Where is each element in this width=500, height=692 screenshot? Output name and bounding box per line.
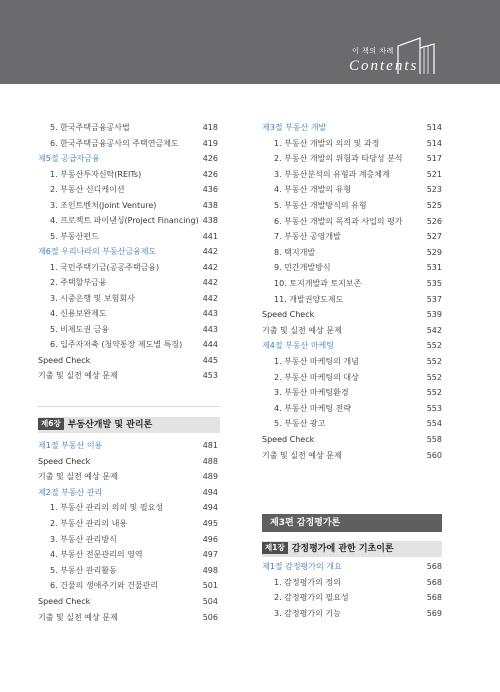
toc-item-row [38,183,218,197]
toc-page-number: 553 [426,403,442,413]
toc-item-row [38,261,218,275]
toc-page-number: 554 [426,419,442,429]
toc-section-row [38,245,218,259]
toc-page-number: 568 [426,593,442,603]
toc-page-number: 531 [426,263,442,273]
toc-entry-title: 제5절 공급자금융 [38,154,100,163]
toc-item-row [262,168,442,182]
toc-review-row [262,324,442,338]
toc-item-row [262,293,442,307]
toc-section-row [262,339,442,353]
toc-page-number: 498 [202,565,218,575]
toc-page-number: 442 [202,278,218,287]
toc-item-row [38,121,218,135]
toc-page-number: 441 [202,231,218,241]
toc-page-number: 443 [202,309,218,318]
contents-subtitle: 이 책의 차례 [352,47,394,55]
toc-item-row [38,338,218,352]
toc-page-number: 552 [426,341,442,351]
toc-item-row [38,323,218,337]
toc-review-row [38,369,218,383]
toc-page-number: 488 [202,456,218,466]
toc-page-number: 568 [426,577,442,587]
toc-review-row [38,595,218,609]
toc-item-row [262,591,442,605]
toc-item-row [262,402,442,416]
toc-item-row [262,246,442,260]
toc-page-number: 442 [202,293,218,303]
toc-item-row [262,371,442,385]
toc-review-row [38,470,218,484]
toc-item-row [38,137,218,151]
contents-title: Contents [349,58,419,74]
chapter-badge: 제6장 [38,418,64,430]
toc-page-number: 552 [426,372,442,382]
contents-header [0,0,500,84]
toc-entry-title: 기출 및 실전 예상 문제 [38,612,118,622]
toc-entry-title: 9. 민간개발방식 [274,263,331,273]
toc-entry-title: 제6절 우리나라의 부동산금융제도 [38,247,157,256]
toc-entry-title: 제2절 부동산 관리 [38,487,103,497]
toc-entry-title: 1. 감정평가의 정의 [274,577,341,587]
toc-review-row [262,308,442,322]
toc-page-number: 552 [426,357,442,366]
toc-entry-title: 6. 한국주택금융공사의 주택연금제도 [50,138,179,148]
toc-item-row [262,230,442,244]
chapter-badge: 제1장 [262,542,288,554]
toc-item-row [38,501,218,515]
toc-item-row [262,137,442,151]
toc-entry-title: 5. 부동산 개발방식의 유형 [274,201,367,210]
toc-item-row [262,152,442,166]
toc-entry-title: 기출 및 실전 예상 문제 [38,371,118,380]
toc-review-row [262,449,442,463]
toc-page-number: 504 [202,597,218,606]
toc-entry-title: 5. 한국주택금융공사법 [50,123,130,132]
toc-item-row [38,199,218,213]
toc-entry-title: 6. 건물의 생애주기와 건물관리 [50,581,158,591]
toc-item-row [38,292,218,306]
toc-review-row [38,611,218,625]
toc-entry-title: 2. 주택할부금융 [50,278,107,287]
toc-page-number: 419 [202,138,218,148]
toc-entry-title: 10. 토지개발과 토지보존 [274,279,362,288]
toc-entry-title: 4. 부동산 전문관리의 영역 [50,550,143,560]
divider [38,406,220,407]
toc-page-number: 438 [202,216,218,225]
toc-entry-title: Speed Check [38,456,91,466]
toc-entry-title: 5. 부동산 광고 [274,419,326,429]
toc-page-number: 426 [202,154,218,163]
toc-entry-title: 3. 부동산 마케팅환경 [274,388,349,398]
toc-item-row [38,230,218,244]
toc-entry-title: 제1절 부동산 이용 [38,441,103,450]
toc-page-number: 495 [202,519,218,528]
toc-entry-title: Speed Check [38,355,91,365]
part-title: 제3편 감정평가론 [270,518,341,528]
toc-page-number: 442 [202,247,218,256]
chapter-heading [38,417,220,433]
toc-page-number: 445 [202,355,218,365]
chapter-heading [262,541,442,557]
toc-entry-title: 제4절 부동산 마케팅 [262,341,334,351]
toc-entry-title: 3. 조인트벤처(Joint Venture) [50,200,157,210]
toc-entry-title: 4. 프로젝트 파이낸싱(Project Financing) [50,216,199,225]
toc-page-number: 494 [202,503,218,513]
toc-page-number: 497 [202,550,218,560]
toc-item-row [262,199,442,213]
toc-page-number: 535 [426,279,442,288]
toc-entry-title: 제1절 감정평가의 개요 [262,562,342,571]
toc-entry-title: 3. 부동산 관리방식 [50,534,117,544]
toc-item-row [38,533,218,547]
toc-entry-title: 4. 부동산 마케팅 전략 [274,403,352,413]
toc-page-number: 526 [426,216,442,226]
toc-item-row [38,168,218,182]
toc-page-number: 537 [426,294,442,304]
toc-item-row [262,183,442,197]
toc-page-number: 418 [202,123,218,132]
toc-item-row [262,576,442,590]
toc-section-row [262,121,442,135]
toc-entry-title: 2. 부동산 관리의 내용 [50,519,128,528]
toc-page-number: 527 [426,232,442,242]
toc-page-number: 443 [202,324,218,334]
toc-entry-title: 2. 부동산 마케팅의 대상 [274,372,359,382]
toc-review-row [38,455,218,469]
toc-page-number: 426 [202,169,218,179]
toc-entry-title: Speed Check [262,310,315,320]
toc-page-number: 542 [426,325,442,335]
toc-entry-title: 3. 감정평가의 기능 [274,608,341,618]
toc-entry-title: 기출 및 실전 예상 문제 [262,325,342,335]
toc-entry-title: 제3절 부동산 개발 [262,123,327,132]
toc-entry-title: 1. 부동산 개발의 의의 및 과정 [274,138,380,148]
toc-item-row [262,261,442,275]
toc-item-row [38,517,218,531]
toc-page-number: 569 [426,608,442,618]
toc-page-number: 523 [426,185,442,195]
toc-page-number: 514 [426,123,442,132]
toc-entry-title: 6. 부동산 개발의 목적과 사업의 평가 [274,216,403,226]
toc-entry-title: 기출 및 실전 예상 문제 [262,450,342,460]
toc-page-number: 444 [202,340,218,349]
toc-page-number: 438 [202,200,218,210]
toc-entry-title: 2. 감정평가의 필요성 [274,593,349,603]
part-heading [262,514,442,532]
toc-page-number: 442 [202,262,218,272]
toc-entry-title: 8. 택지개발 [274,247,316,257]
toc-entry-title: 3. 부동산분석의 유형과 계층체계 [274,169,390,179]
toc-entry-title: 1. 부동산투자신탁(REITs) [50,169,142,179]
toc-page-number: 560 [426,450,442,460]
toc-item-row [262,607,442,621]
toc-entry-title: 4. 신용보완제도 [50,309,107,318]
toc-page-number: 539 [426,310,442,320]
toc-page-number: 558 [426,435,442,444]
toc-entry-title: 3. 시중은행 및 보험회사 [50,293,135,303]
toc-item-row [38,548,218,562]
toc-page-number: 514 [426,138,442,148]
toc-entry-title: 2. 부동산 개발의 위험과 타당성 분석 [274,154,403,164]
toc-item-row [38,564,218,578]
toc-item-row [38,307,218,321]
toc-entry-title: Speed Check [38,597,91,606]
toc-section-row [38,486,218,500]
toc-page-number: 525 [426,201,442,210]
toc-entry-title: 4. 부동산 개발의 유형 [274,185,352,195]
toc-entry-title: 1. 부동산 마케팅의 개념 [274,357,359,366]
toc-item-row [38,214,218,228]
toc-page-number: 568 [426,562,442,571]
toc-item-row [262,277,442,291]
toc-entry-title: Speed Check [262,435,315,444]
toc-entry-title: 1. 국민주택기금(공공주택금융) [50,262,160,272]
toc-page-number: 481 [202,441,218,450]
toc-page-number: 436 [202,185,218,194]
toc-page-number: 489 [202,472,218,482]
chapter-title: 부동산개발 및 관리론 [67,420,153,430]
toc-entry-title: 7. 부동산 공영개발 [274,232,341,242]
toc-section-row [262,560,442,574]
toc-review-row [38,354,218,368]
toc-page-number: 506 [202,612,218,622]
toc-page-number: 529 [426,247,442,257]
toc-entry-title: 11. 개발권양도제도 [274,294,344,304]
toc-entry-title: 5. 부동산펀드 [50,231,99,241]
toc-item-row [262,417,442,431]
toc-item-row [262,386,442,400]
toc-entry-title: 1. 부동산 관리의 의의 및 필요성 [50,503,164,513]
toc-item-row [262,355,442,369]
toc-item-row [38,579,218,593]
toc-section-row [38,152,218,166]
toc-section-row [38,439,218,453]
chapter-title: 감정평가에 관한 기초이론 [291,544,394,554]
toc-page-number: 552 [426,388,442,398]
toc-page-number: 496 [202,534,218,544]
toc-item-row [262,215,442,229]
toc-entry-title: 5. 부동산 관리활동 [50,565,117,575]
toc-page-number: 453 [202,371,218,380]
toc-entry-title: 기출 및 실전 예상 문제 [38,472,118,482]
toc-page-number: 521 [426,169,442,179]
toc-page-number: 517 [426,154,442,164]
toc-entry-title: 2. 부동산 신디케이션 [50,185,125,194]
toc-entry-title: 6. 입주자저축 (청약통장 제도별 특징) [50,340,183,349]
toc-entry-title: 5. 비제도권 금융 [50,324,110,334]
toc-item-row [38,276,218,290]
toc-review-row [262,433,442,447]
toc-page-number: 494 [202,487,218,497]
toc-page-number: 501 [202,581,218,591]
